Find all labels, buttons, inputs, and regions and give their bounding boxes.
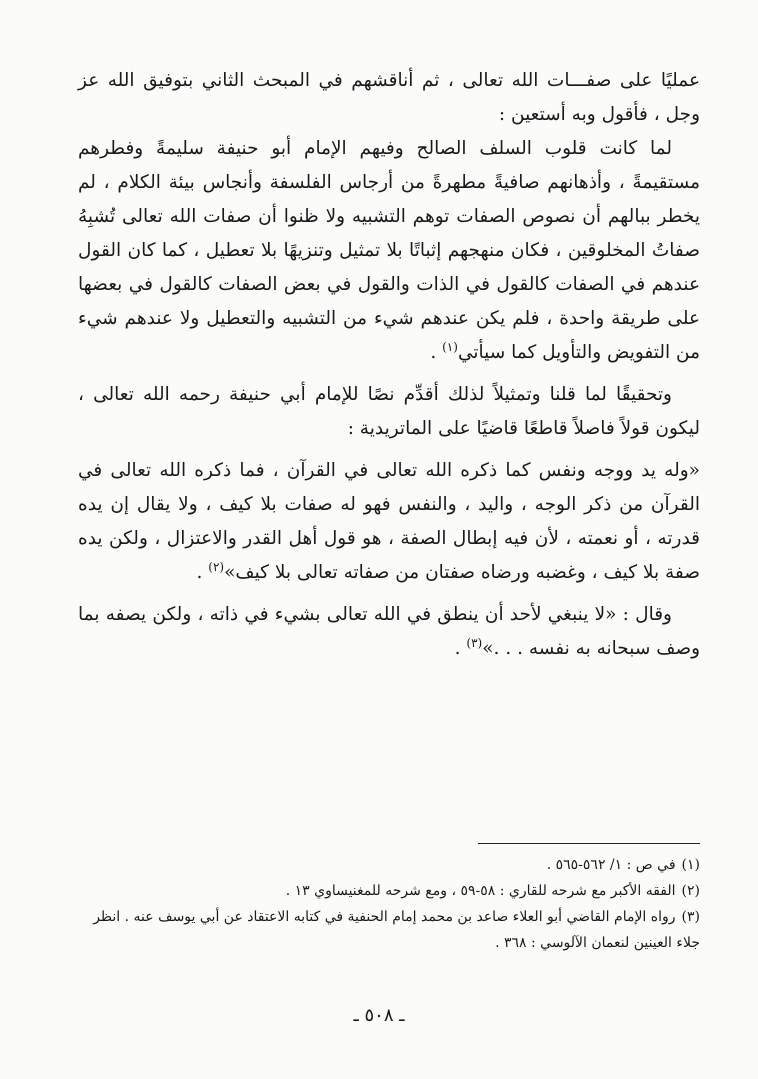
main-text — [78, 64, 700, 674]
footnote-ref-2[interactable]: (٢) — [208, 559, 225, 574]
footnote-divider — [478, 843, 700, 844]
paragraph-1 — [78, 64, 700, 132]
footnote-2-text: الفقه الأكبر مع شرحه للقاري : ٥٨-٥٩ ، ومع شرحه للمغنيساوي ١٣ . — [285, 883, 676, 899]
footnote-1 — [78, 852, 700, 878]
footnote-2-number: (٢) — [681, 883, 700, 899]
footnote-1-text: في ص : ١/ ٥٦٢-٥٦٥ . — [546, 857, 676, 873]
footnote-2 — [78, 878, 700, 904]
paragraph-3-text: وتحقيقًا لما قلنا وتمثيلاً لذلك أقدِّم نصًا للإمام أبي حنيفة رحمه الله تعالى ، ليكون قولاً فاصلاً قاطعًا قاضيًا على الماتريدية : — [78, 384, 700, 439]
paragraph-4-quote — [78, 454, 700, 590]
footnote-3 — [78, 904, 700, 956]
page-number: ـ ٥٠٨ ـ — [353, 1005, 405, 1026]
paragraph-2-text: لما كانت قلوب السلف الصالح وفيهم الإمام أبو حنيفة سليمةً وفطرهم مستقيمةً ، وأذهانهم صافيةً مطهرةً من أرجاس الفلسفة وأنجاس بيئة الكلام ، لم يخطر ببالهم أن نصوص الصفات توهم التشبيه ولا ظنوا أن صفات الله تعالى تُشبِهُ صفاتُ المخلوقين ، فكان منهجهم إثباتًا بلا تمثيل وتنزيهًا بلا تعطيل ، كما كان القول عندهم في الصفات كالقول في الذات والقول في بعض الصفات كالقول في بعضها على طريقة واحدة ، فلم يكن عندهم شيء من التشبيه والتعطيل ولا عندهم شيء من التفويض والتأويل كما سيأتي — [78, 138, 700, 363]
footnote-1-number: (١) — [681, 857, 700, 873]
paragraph-5-tail: . — [454, 638, 467, 659]
footnote-ref-1[interactable]: (١) — [442, 339, 458, 354]
paragraph-2-tail: . — [430, 342, 443, 363]
paragraph-4-text: «وله يد ووجه ونفس كما ذكره الله تعالى في القرآن ، فما ذكره الله تعالى في القرآن من ذكر الوجه ، واليد ، والنفس فهو له صفات بلا كيف ، ولا يقال إن يده قدرته ، أو نعمته ، لأن فيه إبطال الصفة ، هو قول أهل القدر والاعتزال ، ولكن يده صفة بلا كيف ، وغضبه ورضاه صفتان من صفاته تعالى بلا كيف» — [78, 460, 700, 583]
footnote-ref-3[interactable]: (٣) — [466, 635, 483, 650]
paragraph-4-tail: . — [196, 562, 209, 583]
paragraph-5-text: وقال : «لا ينبغي لأحد أن ينطق في الله تعالى بشيء في ذاته ، ولكن يصفه بما وصف سبحانه به نفسه . . .» — [78, 604, 700, 659]
paragraph-5 — [78, 598, 700, 666]
paragraph-2 — [78, 132, 700, 370]
paragraph-1-text: عمليًا على صفـــات الله تعالى ، ثم أناقشهم في المبحث الثاني بتوفيق الله عز وجل ، فأقول وبه أستعين : — [78, 70, 700, 125]
footnote-3-text: رواه الإمام القاضي أبو العلاء صاعد بن محمد إمام الحنفية في كتابه الاعتقاد عن أبي يوسف عنه . انظر جلاء العينين لنعمان الآلوسي : ٣٦٨ . — [93, 909, 700, 951]
footnotes — [78, 852, 700, 956]
paragraph-3 — [78, 378, 700, 446]
footnote-3-number: (٣) — [681, 909, 700, 925]
